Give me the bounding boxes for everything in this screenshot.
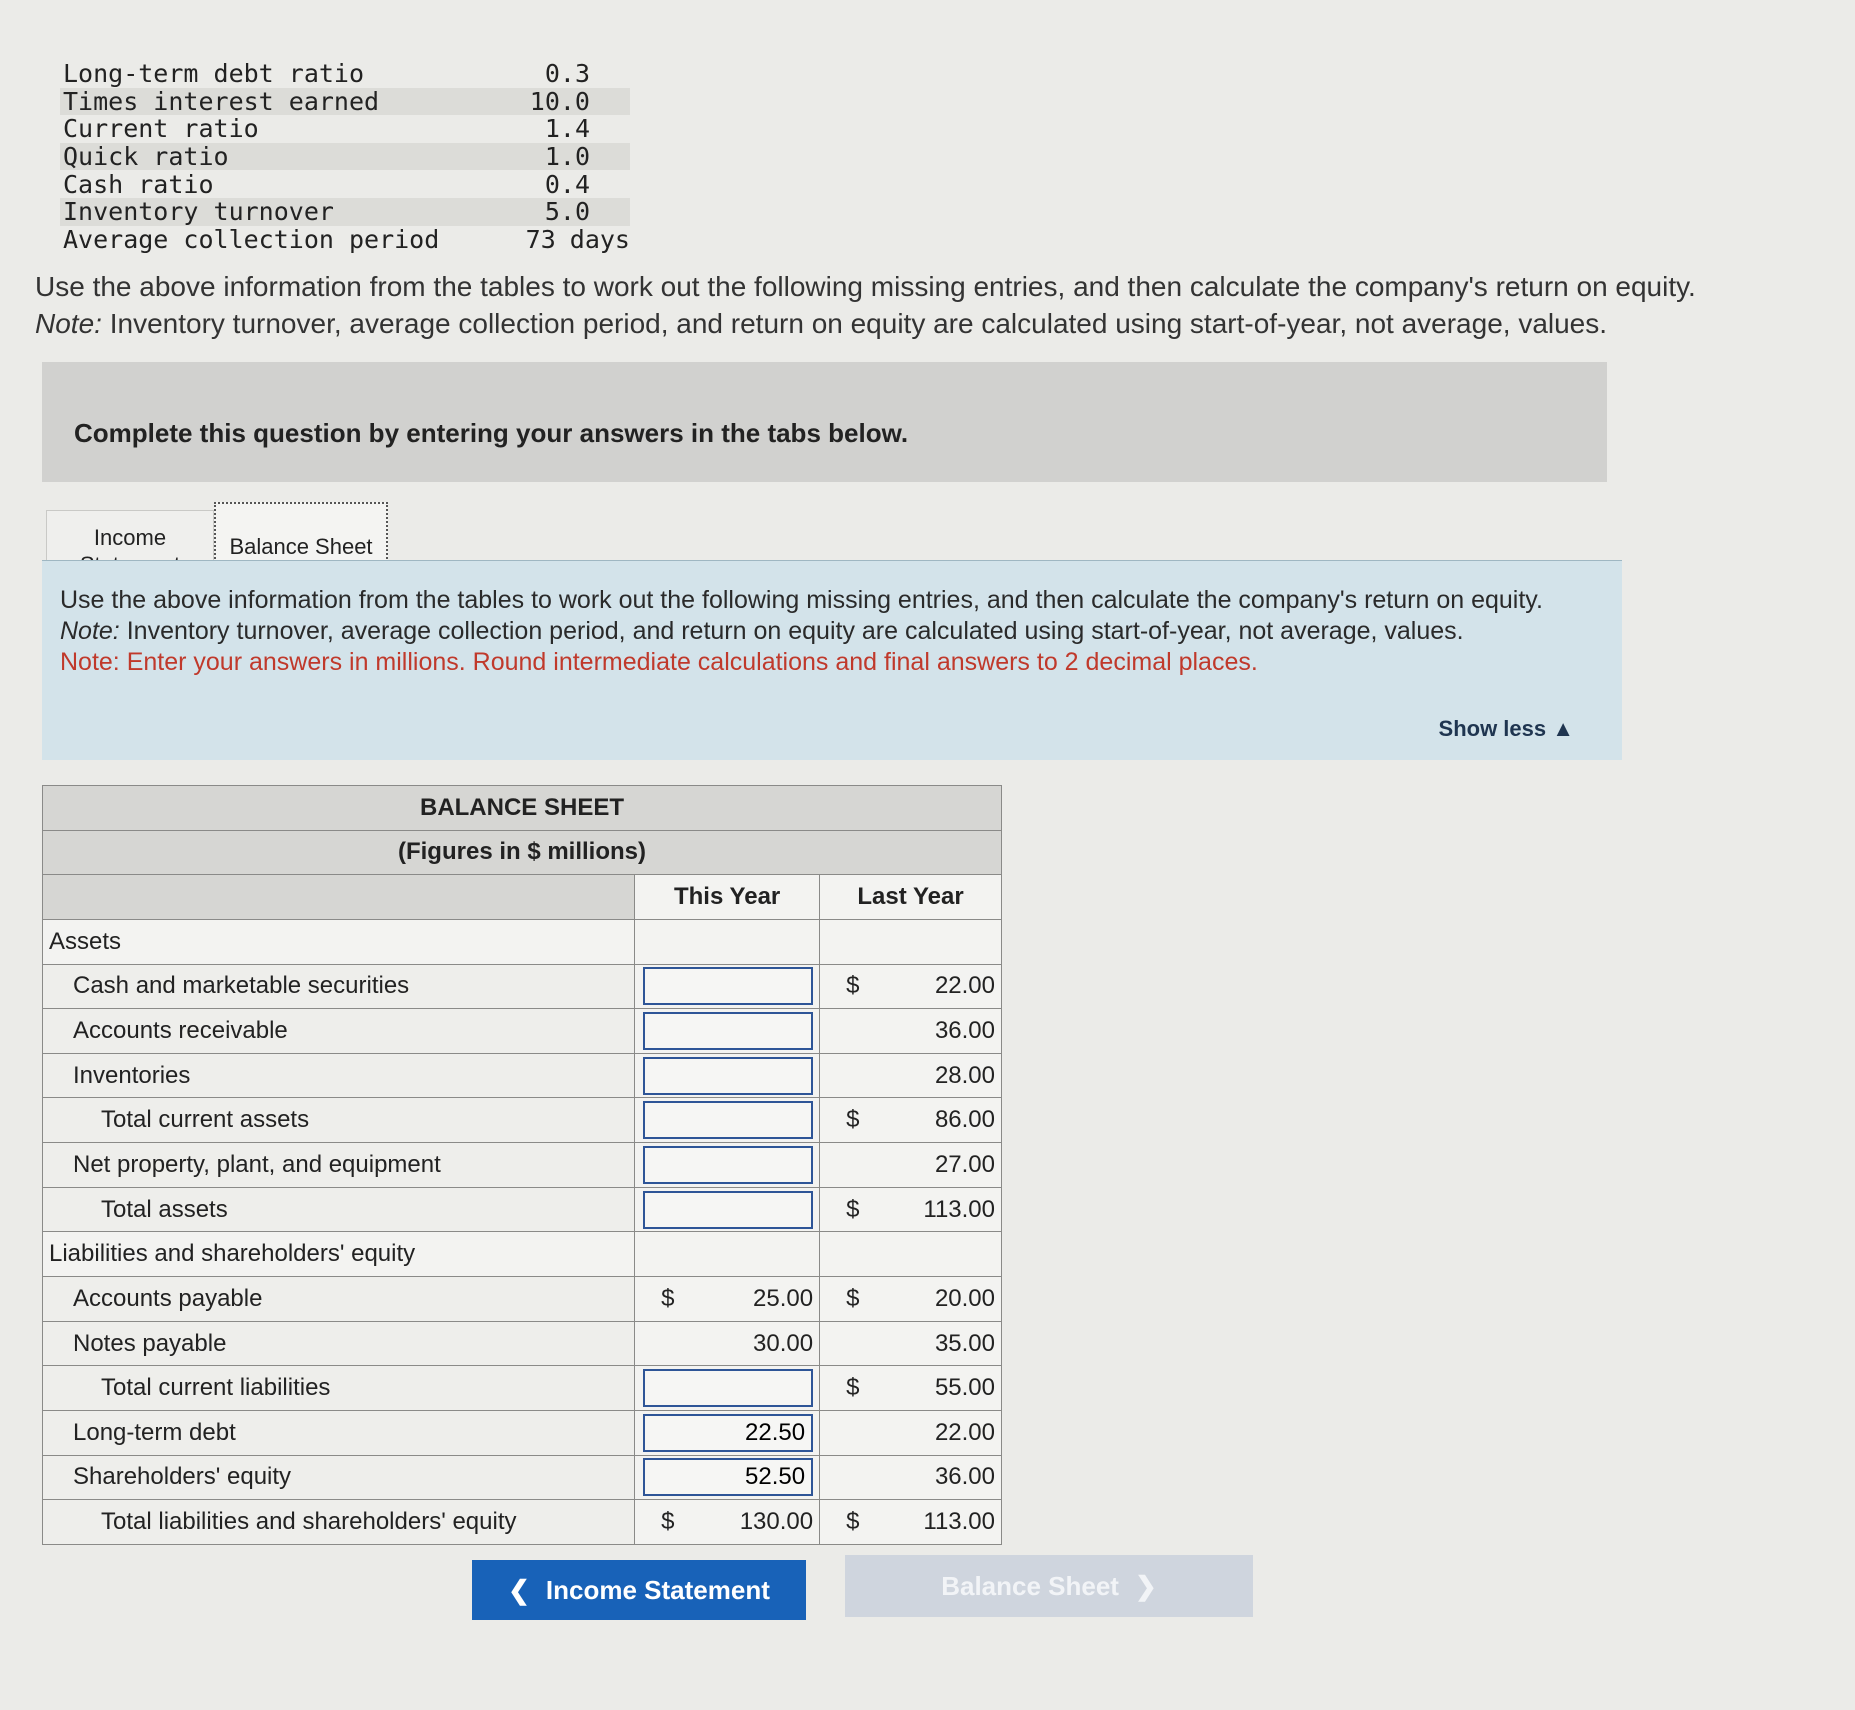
table-row: Accounts receivable 36.00 <box>43 1009 1002 1054</box>
rounding-note: Note: Enter your answers in millions. Round intermediate calculations and final answers to 2 decimal places. <box>60 648 1258 676</box>
section-row <box>43 1232 1002 1277</box>
header-blank <box>43 875 635 920</box>
ratio-row: Inventory turnover 5.0 <box>60 198 630 226</box>
table-row: Long-term debt 22.50 22.00 <box>43 1410 1002 1455</box>
ratio-row: Quick ratio 1.0 <box>60 143 630 171</box>
net-ppe-this-year-input[interactable] <box>643 1146 813 1184</box>
total-assets-input[interactable] <box>643 1191 813 1229</box>
cash-this-year-input[interactable] <box>643 967 813 1005</box>
inventories-this-year-input[interactable] <box>643 1057 813 1095</box>
table-row: Total current liabilities $ 55.00 <box>43 1366 1002 1411</box>
receivables-this-year-input[interactable] <box>643 1012 813 1050</box>
table-row: Inventories 28.00 <box>43 1053 1002 1098</box>
instructions-panel: Use the above information from the tables to work out the following missing entries, and then calculate the company's return on equity. Note: Inventory turnover, average collection period, and return on equity are calculated using start-of-year, not average, values. Note: Enter your answers in millions. Round intermediate calculations and final answers to 2 decimal places. Show less ▲ <box>42 560 1622 760</box>
assets-header: Assets <box>43 919 635 964</box>
col-last-year: Last Year <box>820 875 1002 920</box>
col-this-year: This Year <box>635 875 820 920</box>
ratio-row: Long-term debt ratio 0.3 <box>63 59 590 89</box>
ratio-table <box>60 60 630 253</box>
table-row: Total current assets $ 86.00 <box>43 1098 1002 1143</box>
table-row: Notes payable 30.00 35.00 <box>43 1321 1002 1366</box>
table-subtitle: (Figures in $ millions) <box>43 830 1002 875</box>
tab-income-statement[interactable]: Income <box>46 510 214 590</box>
liabilities-header: Liabilities and shareholders' equity <box>43 1232 635 1277</box>
next-balance-sheet-button[interactable]: Balance Sheet ❯ <box>845 1555 1253 1617</box>
ratio-row: Current ratio 1.4 <box>63 114 590 144</box>
long-term-debt-input[interactable] <box>643 1414 813 1452</box>
ratio-row: Cash ratio 0.4 <box>63 169 590 199</box>
shareholders-equity-input[interactable] <box>643 1458 813 1496</box>
table-row: Total liabilities and shareholders' equity $ 130.00 $ 113.00 <box>43 1500 1002 1545</box>
chevron-left-icon: ❮ <box>508 1574 530 1605</box>
prev-income-statement-button[interactable]: ❮ Income Statement <box>472 1560 806 1620</box>
question-banner: Complete this question by entering your answers in the tabs below. <box>42 362 1607 482</box>
table-row: Cash and marketable securities $ 22.00 <box>43 964 1002 1009</box>
total-current-liabilities-input[interactable] <box>643 1369 813 1407</box>
balance-sheet-table <box>42 785 1002 1545</box>
table-row: Shareholders' equity 52.50 36.00 <box>43 1455 1002 1500</box>
chevron-right-icon: ❯ <box>1134 1570 1157 1601</box>
table-row: Total assets $ 113.00 <box>43 1187 1002 1232</box>
intro-text: Use the above information from the tables to work out the following missing entries, and then calculate the company's return on equity. Note: Inventory turnover, average collection period, and return on equity are calculated using start-of-year, not average, values. <box>35 271 1696 339</box>
tab-balance-sheet[interactable]: Balance Sheet <box>214 502 388 590</box>
ratio-row: Average collection period 73 days <box>63 224 630 254</box>
table-row: Net property, plant, and equipment 27.00 <box>43 1143 1002 1188</box>
table-row: Accounts payable $ 25.00 $ 20.00 <box>43 1277 1002 1322</box>
show-less-link[interactable]: Show less ▲ <box>1438 716 1574 741</box>
table-title: BALANCE SHEET <box>43 786 1002 831</box>
total-current-assets-input[interactable] <box>643 1101 813 1139</box>
section-row <box>43 919 1002 964</box>
ratio-row: Times interest earned 10.0 <box>60 88 630 116</box>
